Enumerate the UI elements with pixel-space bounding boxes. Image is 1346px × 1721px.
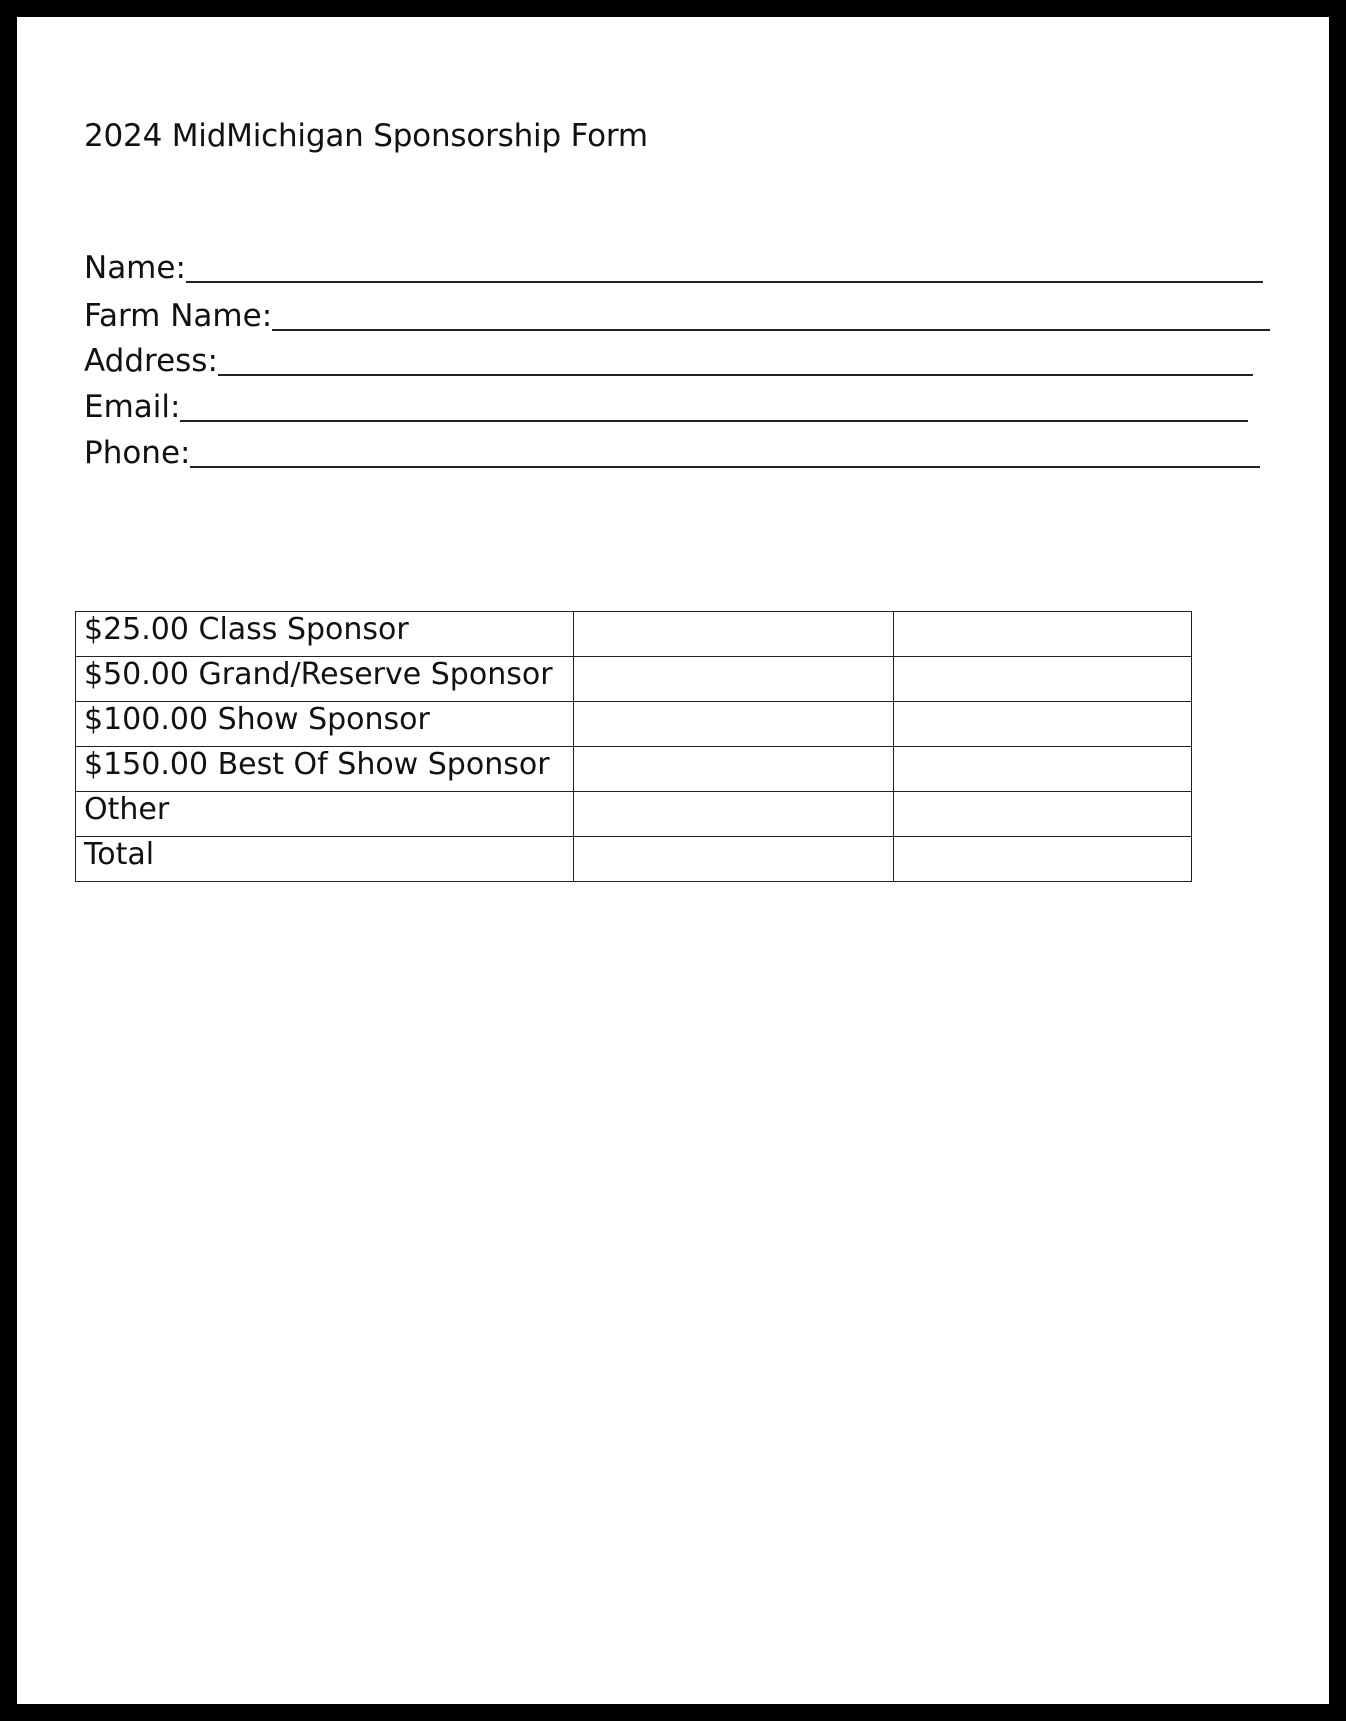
amount-cell[interactable] <box>894 657 1192 702</box>
table-row <box>76 702 1192 747</box>
row-label: $50.00 Grand/Reserve Sponsor <box>76 657 574 702</box>
farm-name-field[interactable] <box>84 297 1270 335</box>
phone-input-line[interactable] <box>190 466 1260 468</box>
email-label: Email: <box>84 389 181 425</box>
page-title: 2024 MidMichigan Sponsorship Form <box>84 118 648 154</box>
table-row <box>76 792 1192 837</box>
farm-name-input-line[interactable] <box>272 329 1270 331</box>
sponsorship-table <box>75 611 1192 882</box>
row-label: Total <box>76 837 574 882</box>
row-label: $100.00 Show Sponsor <box>76 702 574 747</box>
name-label: Name: <box>84 250 186 286</box>
amount-cell[interactable] <box>894 837 1192 882</box>
qty-cell[interactable] <box>574 792 894 837</box>
qty-cell[interactable] <box>574 702 894 747</box>
qty-cell[interactable] <box>574 657 894 702</box>
row-label: $150.00 Best Of Show Sponsor <box>76 747 574 792</box>
table-row <box>76 747 1192 792</box>
phone-label: Phone: <box>84 435 191 471</box>
table-row <box>76 837 1192 882</box>
row-label: Other <box>76 792 574 837</box>
qty-cell[interactable] <box>574 612 894 657</box>
address-label: Address: <box>84 343 218 379</box>
amount-cell[interactable] <box>894 747 1192 792</box>
phone-field[interactable] <box>84 434 1260 472</box>
email-field[interactable] <box>84 388 1248 426</box>
amount-cell[interactable] <box>894 702 1192 747</box>
qty-cell[interactable] <box>574 837 894 882</box>
table-row <box>76 657 1192 702</box>
email-input-line[interactable] <box>180 420 1248 422</box>
address-field[interactable] <box>84 342 1253 380</box>
name-input-line[interactable] <box>186 281 1263 283</box>
farm-name-label: Farm Name: <box>84 298 273 334</box>
name-field[interactable] <box>84 249 1263 287</box>
form-page <box>17 17 1329 1704</box>
qty-cell[interactable] <box>574 747 894 792</box>
address-input-line[interactable] <box>218 374 1253 376</box>
amount-cell[interactable] <box>894 792 1192 837</box>
row-label: $25.00 Class Sponsor <box>76 612 574 657</box>
amount-cell[interactable] <box>894 612 1192 657</box>
table-row <box>76 612 1192 657</box>
